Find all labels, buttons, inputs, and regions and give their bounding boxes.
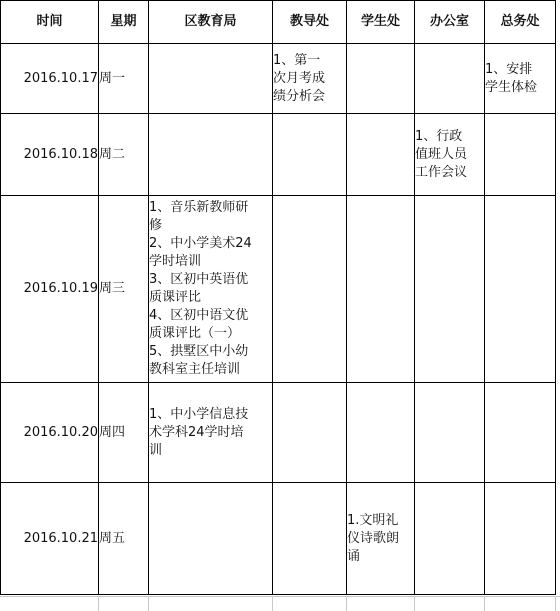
general-office-cell[interactable]: [415, 196, 485, 383]
affairs-office-cell[interactable]: [485, 196, 556, 383]
cell-text-line: 1、安排: [485, 61, 533, 77]
cell-text-line: 2、中小学美术24: [149, 236, 252, 251]
cell-text-line: 1、行政: [415, 128, 463, 144]
cell-text-line: 次月考成: [273, 70, 326, 86]
date-cell[interactable]: 2016.10.17: [1, 44, 99, 114]
schedule-body: [1, 44, 556, 595]
weekday-cell[interactable]: 周二: [99, 114, 149, 196]
affairs-office-cell[interactable]: [485, 383, 556, 483]
date-cell[interactable]: 2016.10.18: [1, 114, 99, 196]
cell-text-line: 诵: [347, 548, 361, 564]
student-office-cell[interactable]: [347, 483, 415, 595]
affairs-office-cell[interactable]: [485, 114, 556, 196]
cell-text-line: 1、中小学信息技: [149, 406, 249, 422]
header-weekday[interactable]: 星期: [99, 1, 149, 44]
cell-text-line: 工作会议: [415, 164, 468, 180]
table-row: [1, 196, 556, 383]
cell-text-line: 4、区初中语文优: [149, 308, 249, 323]
cell-text-line: 学时培训: [149, 254, 202, 269]
teaching-office-cell[interactable]: [273, 196, 347, 383]
header-row: [1, 1, 556, 44]
weekday-cell[interactable]: 周五: [99, 483, 149, 595]
header-general-office[interactable]: 办公室: [415, 1, 485, 44]
cell-text-line: 1.文明礼: [347, 512, 399, 528]
header-teaching-office[interactable]: 教导处: [273, 1, 347, 44]
cell-text-line: 训: [149, 442, 163, 458]
student-office-cell[interactable]: [347, 383, 415, 483]
header-affairs-office[interactable]: 总务处: [485, 1, 556, 44]
header-time[interactable]: 时间: [1, 1, 99, 44]
general-office-cell[interactable]: [415, 483, 485, 595]
district-bureau-cell[interactable]: [149, 383, 273, 483]
teaching-office-cell[interactable]: [273, 114, 347, 196]
date-cell[interactable]: 2016.10.19: [1, 196, 99, 383]
cell-text-line: 5、拱墅区中小幼: [149, 344, 249, 359]
table-row: [1, 483, 556, 595]
date-cell[interactable]: 2016.10.21: [1, 483, 99, 595]
district-bureau-cell[interactable]: [149, 196, 273, 383]
affairs-office-cell[interactable]: [485, 483, 556, 595]
district-bureau-cell[interactable]: [149, 483, 273, 595]
table-row: [1, 114, 556, 196]
cell-text-line: 1、音乐新教师研: [149, 200, 249, 215]
cell-text-line: 1、第一: [273, 52, 321, 68]
district-bureau-cell[interactable]: [149, 44, 273, 114]
cell-text-line: 值班人员: [415, 146, 468, 162]
general-office-cell[interactable]: [415, 44, 485, 114]
student-office-cell[interactable]: [347, 196, 415, 383]
cell-text-line: 学生体检: [485, 79, 538, 95]
weekday-cell[interactable]: 周一: [99, 44, 149, 114]
header-student-office[interactable]: 学生处: [347, 1, 415, 44]
affairs-office-cell[interactable]: [485, 44, 556, 114]
next-row-gridline: [0, 596, 560, 611]
cell-text-line: 教科室主任培训: [149, 362, 241, 377]
teaching-office-cell[interactable]: [273, 383, 347, 483]
teaching-office-cell[interactable]: [273, 44, 347, 114]
weekday-cell[interactable]: 周三: [99, 196, 149, 383]
date-cell[interactable]: 2016.10.20: [1, 383, 99, 483]
cell-text-line: 绩分析会: [273, 88, 326, 104]
district-bureau-cell[interactable]: [149, 114, 273, 196]
weekday-cell[interactable]: 周四: [99, 383, 149, 483]
teaching-office-cell[interactable]: [273, 483, 347, 595]
general-office-cell[interactable]: [415, 114, 485, 196]
header-district-bureau[interactable]: 区教育局: [149, 1, 273, 44]
cell-text-line: 质课评比（一）: [149, 326, 241, 341]
table-row: [1, 383, 556, 483]
cell-text-line: 3、区初中英语优: [149, 272, 249, 287]
cell-text-line: 质课评比: [149, 290, 202, 305]
general-office-cell[interactable]: [415, 383, 485, 483]
cell-text-line: 修: [149, 218, 163, 233]
table-row: [1, 44, 556, 114]
cell-text-line: 术学科24学时培: [149, 424, 244, 440]
student-office-cell[interactable]: [347, 114, 415, 196]
student-office-cell[interactable]: [347, 44, 415, 114]
cell-text-line: 仪诗歌朗: [347, 530, 400, 546]
